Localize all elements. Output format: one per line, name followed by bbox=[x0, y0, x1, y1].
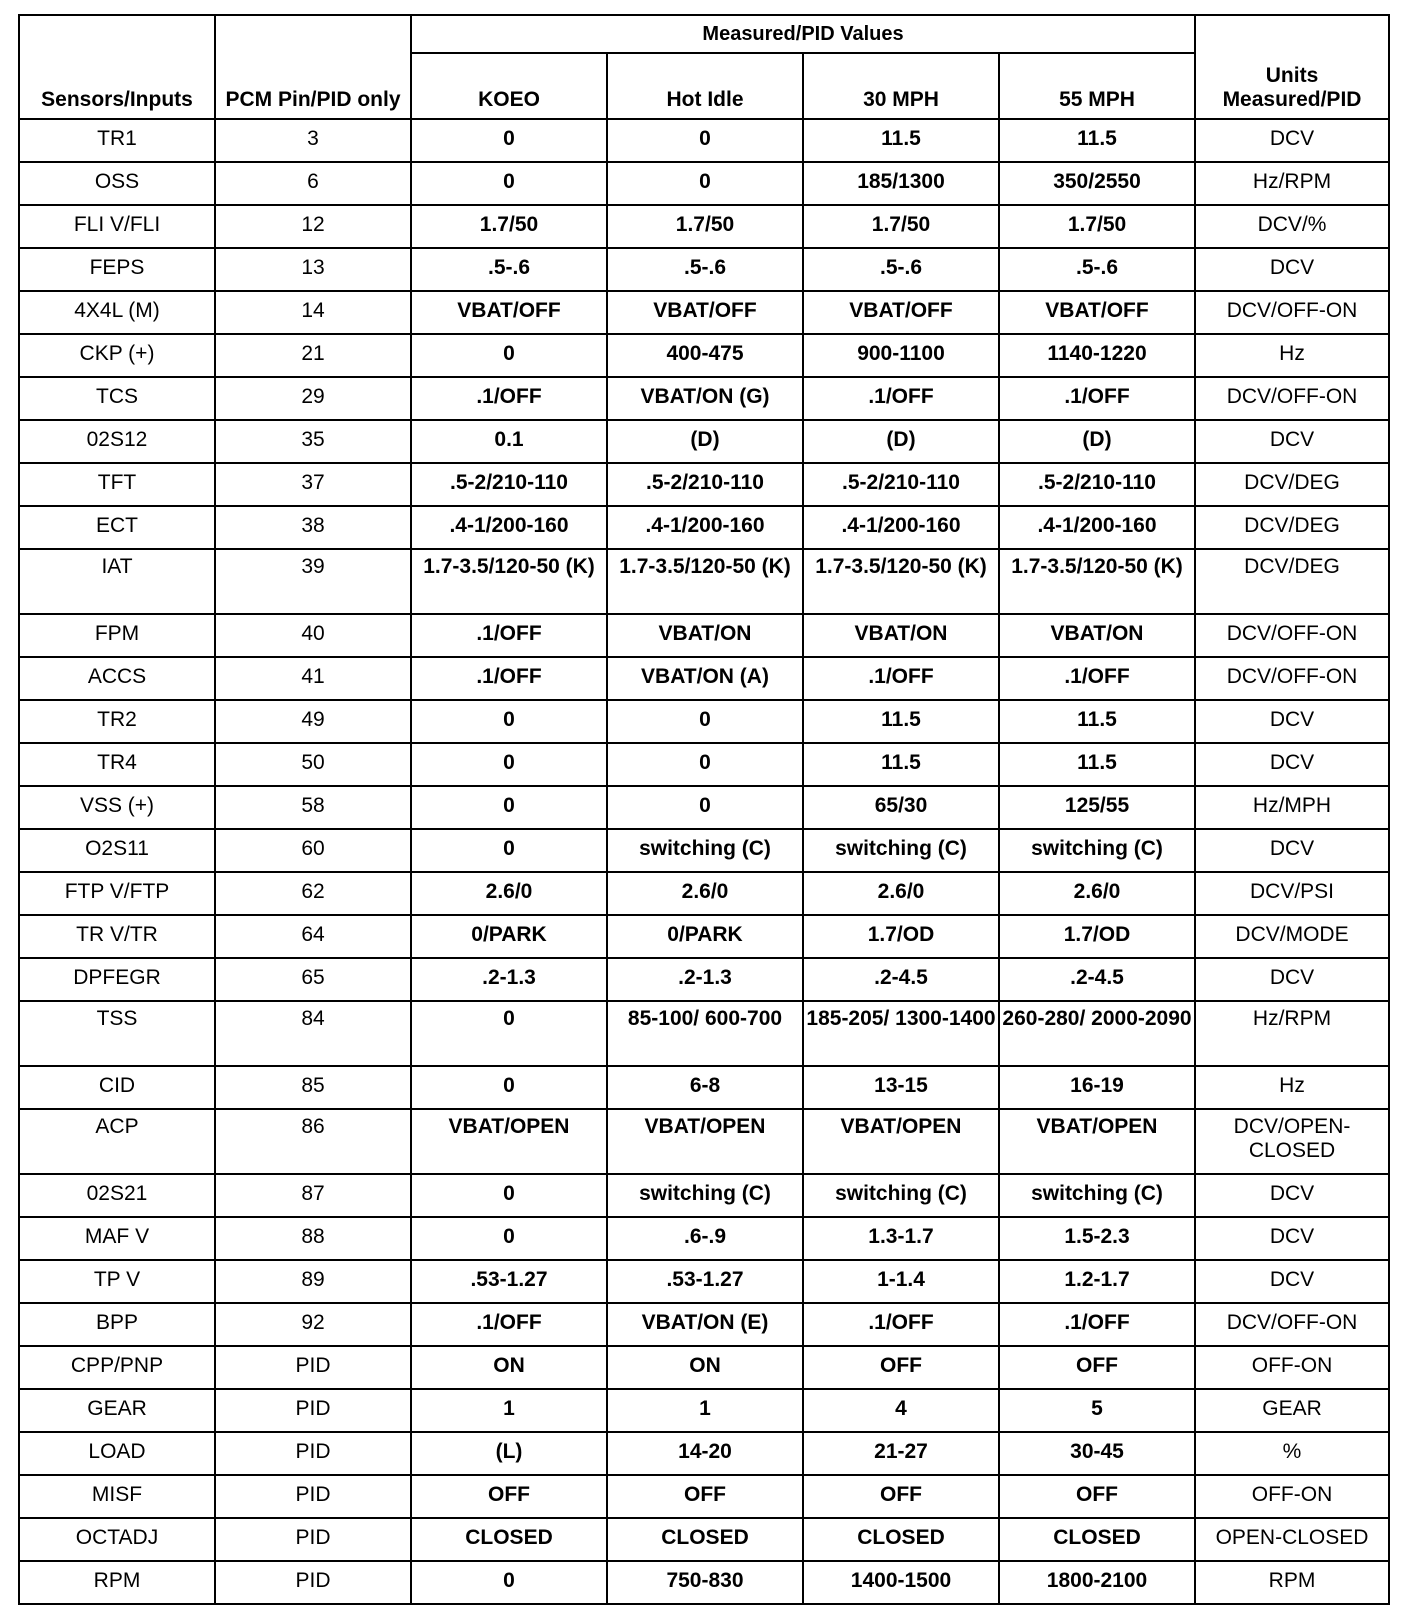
cell-sensor: VSS (+) bbox=[19, 786, 215, 829]
table-row bbox=[19, 829, 1389, 872]
cell-units: DCV bbox=[1195, 829, 1389, 872]
cell-units: DCV/DEG bbox=[1195, 463, 1389, 506]
table-row bbox=[19, 506, 1389, 549]
cell-55-mph: .4-1/200-160 bbox=[999, 506, 1195, 549]
cell-pin: 38 bbox=[215, 506, 411, 549]
cell-pin: 35 bbox=[215, 420, 411, 463]
cell-units: OPEN-CLOSED bbox=[1195, 1518, 1389, 1561]
cell-pin: 65 bbox=[215, 958, 411, 1001]
cell-units: GEAR bbox=[1195, 1389, 1389, 1432]
cell-units: DCV/OFF-ON bbox=[1195, 1303, 1389, 1346]
cell-pin: 62 bbox=[215, 872, 411, 915]
table-row bbox=[19, 1475, 1389, 1518]
cell-30-mph: 185-205/ 1300-1400 bbox=[803, 1001, 999, 1066]
cell-koeo: 0 bbox=[411, 786, 607, 829]
cell-55-mph: 350/2550 bbox=[999, 162, 1195, 205]
cell-30-mph: 11.5 bbox=[803, 743, 999, 786]
table-row bbox=[19, 119, 1389, 162]
cell-30-mph: 1.7-3.5/120-50 (K) bbox=[803, 549, 999, 614]
cell-sensor: CID bbox=[19, 1066, 215, 1109]
cell-sensor: IAT bbox=[19, 549, 215, 614]
header-30-mph: 30 MPH bbox=[803, 53, 999, 119]
cell-pin: 6 bbox=[215, 162, 411, 205]
cell-hot-idle: switching (C) bbox=[607, 1174, 803, 1217]
table-row bbox=[19, 657, 1389, 700]
table-row bbox=[19, 1432, 1389, 1475]
table-row bbox=[19, 549, 1389, 614]
cell-units: DCV/MODE bbox=[1195, 915, 1389, 958]
cell-units: Hz bbox=[1195, 1066, 1389, 1109]
cell-pin: 49 bbox=[215, 700, 411, 743]
cell-55-mph: OFF bbox=[999, 1475, 1195, 1518]
cell-30-mph: 1.3-1.7 bbox=[803, 1217, 999, 1260]
cell-sensor: TFT bbox=[19, 463, 215, 506]
cell-hot-idle: 0/PARK bbox=[607, 915, 803, 958]
cell-hot-idle: .5-2/210-110 bbox=[607, 463, 803, 506]
cell-55-mph: .5-2/210-110 bbox=[999, 463, 1195, 506]
table-row bbox=[19, 1174, 1389, 1217]
cell-sensor: FEPS bbox=[19, 248, 215, 291]
cell-30-mph: VBAT/OFF bbox=[803, 291, 999, 334]
table-row bbox=[19, 377, 1389, 420]
cell-koeo: .1/OFF bbox=[411, 657, 607, 700]
table-row bbox=[19, 248, 1389, 291]
cell-30-mph: CLOSED bbox=[803, 1518, 999, 1561]
cell-koeo: 0 bbox=[411, 334, 607, 377]
cell-30-mph: VBAT/OPEN bbox=[803, 1109, 999, 1174]
cell-30-mph: OFF bbox=[803, 1346, 999, 1389]
cell-sensor: FLI V/FLI bbox=[19, 205, 215, 248]
cell-hot-idle: OFF bbox=[607, 1475, 803, 1518]
cell-55-mph: switching (C) bbox=[999, 829, 1195, 872]
cell-55-mph: CLOSED bbox=[999, 1518, 1195, 1561]
cell-pin: 37 bbox=[215, 463, 411, 506]
table-row bbox=[19, 1303, 1389, 1346]
cell-units: DCV bbox=[1195, 420, 1389, 463]
table-body bbox=[19, 119, 1389, 1604]
cell-koeo: OFF bbox=[411, 1475, 607, 1518]
cell-koeo: 0 bbox=[411, 700, 607, 743]
cell-units: DCV/OFF-ON bbox=[1195, 657, 1389, 700]
cell-55-mph: OFF bbox=[999, 1346, 1195, 1389]
cell-55-mph: 125/55 bbox=[999, 786, 1195, 829]
cell-30-mph: .4-1/200-160 bbox=[803, 506, 999, 549]
cell-koeo: .4-1/200-160 bbox=[411, 506, 607, 549]
cell-hot-idle: 0 bbox=[607, 743, 803, 786]
table-row bbox=[19, 915, 1389, 958]
cell-koeo: 0 bbox=[411, 1217, 607, 1260]
cell-pin: 13 bbox=[215, 248, 411, 291]
header-pin: PCM Pin/PID only bbox=[215, 15, 411, 119]
cell-55-mph: 1.7-3.5/120-50 (K) bbox=[999, 549, 1195, 614]
header-hot-idle: Hot Idle bbox=[607, 53, 803, 119]
cell-55-mph: 11.5 bbox=[999, 743, 1195, 786]
cell-hot-idle: VBAT/ON (E) bbox=[607, 1303, 803, 1346]
cell-hot-idle: 2.6/0 bbox=[607, 872, 803, 915]
cell-sensor: FTP V/FTP bbox=[19, 872, 215, 915]
cell-units: % bbox=[1195, 1432, 1389, 1475]
cell-55-mph: 260-280/ 2000-2090 bbox=[999, 1001, 1195, 1066]
cell-55-mph: 1.7/OD bbox=[999, 915, 1195, 958]
cell-sensor: 4X4L (M) bbox=[19, 291, 215, 334]
header-measured-group: Measured/PID Values bbox=[411, 15, 1195, 53]
cell-units: DCV bbox=[1195, 700, 1389, 743]
cell-hot-idle: .53-1.27 bbox=[607, 1260, 803, 1303]
cell-55-mph: .1/OFF bbox=[999, 377, 1195, 420]
cell-pin: 41 bbox=[215, 657, 411, 700]
cell-koeo: .1/OFF bbox=[411, 1303, 607, 1346]
table-row bbox=[19, 1260, 1389, 1303]
header-koeo: KOEO bbox=[411, 53, 607, 119]
cell-koeo: 0 bbox=[411, 829, 607, 872]
cell-units: DCV/OFF-ON bbox=[1195, 377, 1389, 420]
header-sensors: Sensors/Inputs bbox=[19, 15, 215, 119]
cell-pin: 60 bbox=[215, 829, 411, 872]
cell-pin: 89 bbox=[215, 1260, 411, 1303]
cell-55-mph: 11.5 bbox=[999, 700, 1195, 743]
cell-sensor: OSS bbox=[19, 162, 215, 205]
cell-koeo: .53-1.27 bbox=[411, 1260, 607, 1303]
cell-30-mph: 900-1100 bbox=[803, 334, 999, 377]
cell-pin: 39 bbox=[215, 549, 411, 614]
cell-sensor: CKP (+) bbox=[19, 334, 215, 377]
cell-pin: PID bbox=[215, 1518, 411, 1561]
table-row bbox=[19, 334, 1389, 377]
cell-units: DCV bbox=[1195, 119, 1389, 162]
cell-pin: 29 bbox=[215, 377, 411, 420]
cell-55-mph: .1/OFF bbox=[999, 657, 1195, 700]
cell-koeo: 0 bbox=[411, 743, 607, 786]
cell-hot-idle: VBAT/OPEN bbox=[607, 1109, 803, 1174]
cell-55-mph: .2-4.5 bbox=[999, 958, 1195, 1001]
cell-koeo: 0/PARK bbox=[411, 915, 607, 958]
cell-hot-idle: VBAT/ON (G) bbox=[607, 377, 803, 420]
cell-55-mph: 30-45 bbox=[999, 1432, 1195, 1475]
cell-55-mph: 1.2-1.7 bbox=[999, 1260, 1195, 1303]
table-row bbox=[19, 1066, 1389, 1109]
cell-pin: 12 bbox=[215, 205, 411, 248]
cell-30-mph: 13-15 bbox=[803, 1066, 999, 1109]
cell-hot-idle: .4-1/200-160 bbox=[607, 506, 803, 549]
cell-units: DCV/% bbox=[1195, 205, 1389, 248]
cell-55-mph: 1800-2100 bbox=[999, 1561, 1195, 1604]
cell-koeo: .5-.6 bbox=[411, 248, 607, 291]
cell-sensor: BPP bbox=[19, 1303, 215, 1346]
pid-values-table bbox=[18, 14, 1390, 1605]
cell-hot-idle: 14-20 bbox=[607, 1432, 803, 1475]
cell-pin: PID bbox=[215, 1389, 411, 1432]
cell-koeo: 1.7-3.5/120-50 (K) bbox=[411, 549, 607, 614]
cell-30-mph: 1400-1500 bbox=[803, 1561, 999, 1604]
cell-pin: 88 bbox=[215, 1217, 411, 1260]
cell-koeo: VBAT/OPEN bbox=[411, 1109, 607, 1174]
cell-sensor: RPM bbox=[19, 1561, 215, 1604]
cell-koeo: ON bbox=[411, 1346, 607, 1389]
cell-units: DCV bbox=[1195, 1174, 1389, 1217]
cell-sensor: MAF V bbox=[19, 1217, 215, 1260]
cell-units: Hz/RPM bbox=[1195, 162, 1389, 205]
cell-sensor: LOAD bbox=[19, 1432, 215, 1475]
cell-koeo: .1/OFF bbox=[411, 614, 607, 657]
cell-hot-idle: VBAT/ON (A) bbox=[607, 657, 803, 700]
cell-hot-idle: 85-100/ 600-700 bbox=[607, 1001, 803, 1066]
cell-55-mph: 16-19 bbox=[999, 1066, 1195, 1109]
cell-55-mph: 5 bbox=[999, 1389, 1195, 1432]
cell-hot-idle: 750-830 bbox=[607, 1561, 803, 1604]
cell-hot-idle: 0 bbox=[607, 119, 803, 162]
cell-30-mph: VBAT/ON bbox=[803, 614, 999, 657]
table-row bbox=[19, 1001, 1389, 1066]
cell-pin: 14 bbox=[215, 291, 411, 334]
cell-koeo: 0 bbox=[411, 1001, 607, 1066]
cell-55-mph: 1140-1220 bbox=[999, 334, 1195, 377]
table-row bbox=[19, 420, 1389, 463]
cell-sensor: ACCS bbox=[19, 657, 215, 700]
cell-55-mph: switching (C) bbox=[999, 1174, 1195, 1217]
cell-30-mph: .2-4.5 bbox=[803, 958, 999, 1001]
cell-units: DCV bbox=[1195, 958, 1389, 1001]
cell-pin: 50 bbox=[215, 743, 411, 786]
cell-units: DCV bbox=[1195, 1260, 1389, 1303]
cell-units: DCV/PSI bbox=[1195, 872, 1389, 915]
cell-pin: PID bbox=[215, 1561, 411, 1604]
cell-sensor: DPFEGR bbox=[19, 958, 215, 1001]
cell-30-mph: 2.6/0 bbox=[803, 872, 999, 915]
table-row bbox=[19, 1561, 1389, 1604]
table-row bbox=[19, 958, 1389, 1001]
cell-hot-idle: ON bbox=[607, 1346, 803, 1389]
table-row bbox=[19, 291, 1389, 334]
cell-koeo: 2.6/0 bbox=[411, 872, 607, 915]
cell-hot-idle: 1.7-3.5/120-50 (K) bbox=[607, 549, 803, 614]
cell-sensor: ACP bbox=[19, 1109, 215, 1174]
cell-pin: 40 bbox=[215, 614, 411, 657]
cell-hot-idle: 400-475 bbox=[607, 334, 803, 377]
cell-sensor: ECT bbox=[19, 506, 215, 549]
cell-units: OFF-ON bbox=[1195, 1346, 1389, 1389]
cell-units: Hz/RPM bbox=[1195, 1001, 1389, 1066]
cell-units: RPM bbox=[1195, 1561, 1389, 1604]
cell-hot-idle: switching (C) bbox=[607, 829, 803, 872]
table-row bbox=[19, 1346, 1389, 1389]
cell-units: DCV bbox=[1195, 1217, 1389, 1260]
cell-hot-idle: .2-1.3 bbox=[607, 958, 803, 1001]
cell-koeo: (L) bbox=[411, 1432, 607, 1475]
cell-30-mph: .5-2/210-110 bbox=[803, 463, 999, 506]
cell-30-mph: 1-1.4 bbox=[803, 1260, 999, 1303]
cell-pin: 86 bbox=[215, 1109, 411, 1174]
cell-30-mph: switching (C) bbox=[803, 1174, 999, 1217]
cell-units: DCV/DEG bbox=[1195, 549, 1389, 614]
cell-sensor: TSS bbox=[19, 1001, 215, 1066]
cell-hot-idle: .6-.9 bbox=[607, 1217, 803, 1260]
cell-koeo: 0 bbox=[411, 1066, 607, 1109]
cell-55-mph: .1/OFF bbox=[999, 1303, 1195, 1346]
cell-units: Hz/MPH bbox=[1195, 786, 1389, 829]
cell-units: DCV/OFF-ON bbox=[1195, 291, 1389, 334]
header-units: Units Measured/PID bbox=[1195, 15, 1389, 119]
cell-30-mph: 185/1300 bbox=[803, 162, 999, 205]
cell-pin: PID bbox=[215, 1475, 411, 1518]
cell-30-mph: .1/OFF bbox=[803, 657, 999, 700]
cell-30-mph: (D) bbox=[803, 420, 999, 463]
cell-pin: PID bbox=[215, 1346, 411, 1389]
cell-koeo: .5-2/210-110 bbox=[411, 463, 607, 506]
cell-sensor: GEAR bbox=[19, 1389, 215, 1432]
table-row bbox=[19, 872, 1389, 915]
cell-55-mph: 2.6/0 bbox=[999, 872, 1195, 915]
table-row bbox=[19, 162, 1389, 205]
cell-units: DCV bbox=[1195, 743, 1389, 786]
cell-hot-idle: 1 bbox=[607, 1389, 803, 1432]
cell-sensor: TR2 bbox=[19, 700, 215, 743]
header-55-mph: 55 MPH bbox=[999, 53, 1195, 119]
table-row bbox=[19, 786, 1389, 829]
cell-sensor: TCS bbox=[19, 377, 215, 420]
table-row bbox=[19, 1518, 1389, 1561]
cell-sensor: MISF bbox=[19, 1475, 215, 1518]
cell-koeo: 0 bbox=[411, 162, 607, 205]
cell-hot-idle: 0 bbox=[607, 162, 803, 205]
table-row bbox=[19, 743, 1389, 786]
cell-55-mph: .5-.6 bbox=[999, 248, 1195, 291]
cell-koeo: .1/OFF bbox=[411, 377, 607, 420]
cell-units: DCV/DEG bbox=[1195, 506, 1389, 549]
cell-hot-idle: 6-8 bbox=[607, 1066, 803, 1109]
cell-55-mph: 11.5 bbox=[999, 119, 1195, 162]
table-row bbox=[19, 700, 1389, 743]
cell-30-mph: OFF bbox=[803, 1475, 999, 1518]
cell-30-mph: 4 bbox=[803, 1389, 999, 1432]
cell-30-mph: 11.5 bbox=[803, 119, 999, 162]
cell-koeo: 1 bbox=[411, 1389, 607, 1432]
cell-30-mph: 1.7/OD bbox=[803, 915, 999, 958]
cell-pin: 85 bbox=[215, 1066, 411, 1109]
cell-hot-idle: VBAT/ON bbox=[607, 614, 803, 657]
cell-hot-idle: (D) bbox=[607, 420, 803, 463]
cell-sensor: TR4 bbox=[19, 743, 215, 786]
cell-hot-idle: 0 bbox=[607, 786, 803, 829]
cell-30-mph: 21-27 bbox=[803, 1432, 999, 1475]
table-row bbox=[19, 1217, 1389, 1260]
cell-55-mph: VBAT/OFF bbox=[999, 291, 1195, 334]
cell-units: Hz bbox=[1195, 334, 1389, 377]
table-row bbox=[19, 1109, 1389, 1174]
table-row bbox=[19, 205, 1389, 248]
cell-30-mph: .5-.6 bbox=[803, 248, 999, 291]
cell-hot-idle: .5-.6 bbox=[607, 248, 803, 291]
cell-sensor: O2S11 bbox=[19, 829, 215, 872]
cell-30-mph: .1/OFF bbox=[803, 1303, 999, 1346]
cell-units: DCV/OFF-ON bbox=[1195, 614, 1389, 657]
cell-55-mph: VBAT/OPEN bbox=[999, 1109, 1195, 1174]
cell-sensor: TR1 bbox=[19, 119, 215, 162]
cell-pin: 64 bbox=[215, 915, 411, 958]
cell-pin: 84 bbox=[215, 1001, 411, 1066]
cell-pin: PID bbox=[215, 1432, 411, 1475]
cell-koeo: CLOSED bbox=[411, 1518, 607, 1561]
cell-pin: 87 bbox=[215, 1174, 411, 1217]
cell-pin: 58 bbox=[215, 786, 411, 829]
cell-sensor: OCTADJ bbox=[19, 1518, 215, 1561]
cell-koeo: 0 bbox=[411, 1561, 607, 1604]
cell-sensor: 02S12 bbox=[19, 420, 215, 463]
cell-units: DCV bbox=[1195, 248, 1389, 291]
cell-pin: 3 bbox=[215, 119, 411, 162]
cell-55-mph: (D) bbox=[999, 420, 1195, 463]
cell-hot-idle: 0 bbox=[607, 700, 803, 743]
cell-30-mph: switching (C) bbox=[803, 829, 999, 872]
cell-koeo: 0 bbox=[411, 1174, 607, 1217]
cell-30-mph: 65/30 bbox=[803, 786, 999, 829]
cell-30-mph: 11.5 bbox=[803, 700, 999, 743]
cell-hot-idle: VBAT/OFF bbox=[607, 291, 803, 334]
cell-55-mph: VBAT/ON bbox=[999, 614, 1195, 657]
cell-55-mph: 1.5-2.3 bbox=[999, 1217, 1195, 1260]
table-row bbox=[19, 614, 1389, 657]
cell-koeo: 0.1 bbox=[411, 420, 607, 463]
cell-sensor: CPP/PNP bbox=[19, 1346, 215, 1389]
cell-sensor: 02S21 bbox=[19, 1174, 215, 1217]
table-row bbox=[19, 463, 1389, 506]
cell-koeo: 1.7/50 bbox=[411, 205, 607, 248]
table-row bbox=[19, 1389, 1389, 1432]
cell-koeo: .2-1.3 bbox=[411, 958, 607, 1001]
cell-hot-idle: 1.7/50 bbox=[607, 205, 803, 248]
cell-hot-idle: CLOSED bbox=[607, 1518, 803, 1561]
cell-pin: 21 bbox=[215, 334, 411, 377]
cell-55-mph: 1.7/50 bbox=[999, 205, 1195, 248]
cell-30-mph: .1/OFF bbox=[803, 377, 999, 420]
cell-sensor: FPM bbox=[19, 614, 215, 657]
cell-koeo: VBAT/OFF bbox=[411, 291, 607, 334]
cell-sensor: TP V bbox=[19, 1260, 215, 1303]
cell-sensor: TR V/TR bbox=[19, 915, 215, 958]
cell-units: OFF-ON bbox=[1195, 1475, 1389, 1518]
cell-pin: 92 bbox=[215, 1303, 411, 1346]
cell-koeo: 0 bbox=[411, 119, 607, 162]
cell-30-mph: 1.7/50 bbox=[803, 205, 999, 248]
cell-units: DCV/OPEN- CLOSED bbox=[1195, 1109, 1389, 1174]
